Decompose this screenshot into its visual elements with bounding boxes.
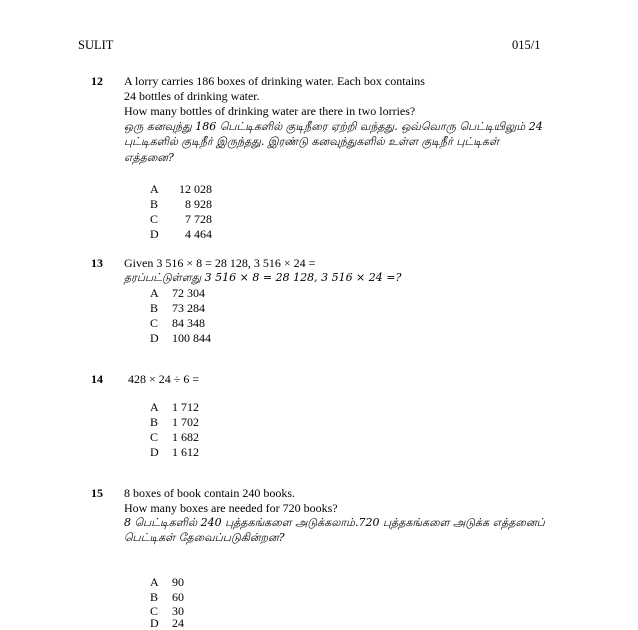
question-tamil-line: 8 பெட்டிகளில் 240 புத்தகங்களை அடுக்கலாம்.720 புத்தகங்களை அடுக்க எத்தனைப் xyxy=(124,516,545,529)
question-text-line: 8 boxes of book contain 240 books. xyxy=(124,486,295,500)
option-d[interactable]: D 4 464 xyxy=(150,227,212,241)
option-a[interactable]: A 72 304 xyxy=(150,286,205,300)
question-tamil-line: தரப்பட்டுள்ளது 3 516 × 8 = 28 128, 3 516 × 24 =? xyxy=(124,271,402,284)
option-b[interactable]: B 73 284 xyxy=(150,301,205,315)
question-text-line: How many bottles of drinking water are there in two lorries? xyxy=(124,104,416,118)
option-d[interactable]: D 100 844 xyxy=(150,331,211,345)
option-a[interactable]: A 1 712 xyxy=(150,400,199,414)
option-b[interactable]: B 60 xyxy=(150,590,184,604)
question-text-line: How many boxes are needed for 720 books? xyxy=(124,501,338,515)
question-text-line: 24 bottles of drinking water. xyxy=(124,89,260,103)
header-left: SULIT xyxy=(78,38,114,52)
option-a[interactable]: A 12 028 xyxy=(150,182,212,196)
question-tamil-line: ஒரு கனவுந்து 186 பெட்டிகளில் குடிநீரை ஏற்றி வந்தது. ஒவ்வொரு பெட்டியிலும் 24 xyxy=(124,120,543,133)
option-b[interactable]: B 8 928 xyxy=(150,197,212,211)
option-d[interactable]: D 1 612 xyxy=(150,445,199,459)
question-tamil-line: புட்டிகளில் குடிநீர் இருந்தது. இரண்டு கனவுந்துகளில் உள்ள குடிநீர் புட்டிகள் xyxy=(124,135,500,148)
question-text-line: Given 3 516 × 8 = 28 128, 3 516 × 24 = xyxy=(124,256,316,270)
option-d[interactable]: D 24 xyxy=(150,616,184,630)
question-text-line: A lorry carries 186 boxes of drinking water. Each box contains xyxy=(124,74,425,88)
option-c[interactable]: C 84 348 xyxy=(150,316,205,330)
question-number: 14 xyxy=(91,372,103,386)
option-c[interactable]: C 7 728 xyxy=(150,212,212,226)
question-tamil-line: பெட்டிகள் தேவைப்படுகின்றன? xyxy=(124,531,285,544)
question-text-line: 428 × 24 ÷ 6 = xyxy=(128,372,200,386)
question-number: 15 xyxy=(91,486,103,500)
question-number: 13 xyxy=(91,256,103,270)
option-b[interactable]: B 1 702 xyxy=(150,415,199,429)
option-c[interactable]: C 30 xyxy=(150,604,184,618)
option-c[interactable]: C 1 682 xyxy=(150,430,199,444)
header-right: 015/1 xyxy=(512,38,541,52)
question-tamil-line: எத்தனை? xyxy=(124,151,174,164)
question-number: 12 xyxy=(91,74,103,88)
option-a[interactable]: A 90 xyxy=(150,575,184,589)
